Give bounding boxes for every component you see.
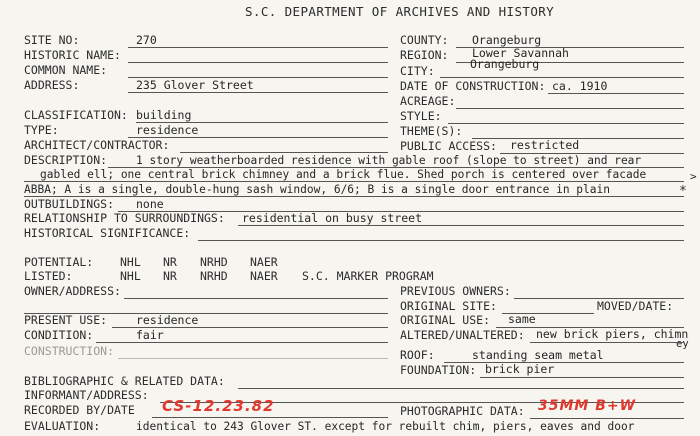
classification-value: building <box>136 108 192 122</box>
previous-owners-label: PREVIOUS OWNERS: <box>400 284 511 298</box>
recorded-by-line <box>152 417 388 418</box>
listed-label: LISTED: <box>24 269 73 283</box>
outbuildings-label: OUTBUILDINGS: <box>24 197 115 211</box>
informant-label: INFORMANT/ADDRESS: <box>24 388 149 402</box>
address-label: ADDRESS: <box>24 78 80 92</box>
potential-label: POTENTIAL: <box>24 255 94 269</box>
relationship-line <box>238 225 684 226</box>
altered-value: new brick piers, chimn <box>536 327 689 341</box>
date-of-construction-line <box>548 93 684 94</box>
photographic-data-label: PHOTOGRAPHIC DATA: <box>400 404 525 418</box>
original-use-label: ORIGINAL USE: <box>400 313 491 327</box>
county-label: COUNTY: <box>400 33 449 47</box>
site-no-value: 270 <box>136 33 157 47</box>
description-line-3: ABBA; A is a single, double-hung sash window, 6/6; B is a single door entrance in plain <box>24 183 610 196</box>
address-line <box>128 92 388 93</box>
altered-label: ALTERED/UNALTERED: <box>400 328 525 342</box>
city-line <box>440 77 684 78</box>
condition-label: CONDITION: <box>24 328 94 342</box>
condition-line <box>96 342 388 343</box>
construction-line <box>118 358 388 359</box>
city-value: Orangeburg <box>470 57 540 71</box>
sc-marker-program: S.C. MARKER PROGRAM <box>302 269 434 283</box>
historic-name-line <box>128 62 388 63</box>
evaluation-label: EVALUATION: <box>24 419 101 433</box>
roof-line <box>444 362 684 363</box>
description-line-2: gabled ell; one central brick chimney and a brick flue. Shed porch is centered over facade <box>40 168 647 181</box>
recorded-by-handwritten: CS-12.23.82 <box>162 397 275 415</box>
description-line-1: 1 story weatherboarded residence with gable roof (slope to street) and rear <box>136 154 642 167</box>
bibliographic-label: BIBLIOGRAPHIC & RELATED DATA: <box>24 374 225 388</box>
description-rule-3 <box>24 196 684 197</box>
type-label: TYPE: <box>24 123 59 137</box>
architect-label: ARCHITECT/CONTRACTOR: <box>24 138 170 152</box>
site-no-line <box>128 47 388 48</box>
relationship-label: RELATIONSHIP TO SURROUNDINGS: <box>24 211 225 225</box>
acreage-line <box>456 108 684 109</box>
type-value: residence <box>136 123 199 137</box>
foundation-value: brick pier <box>485 362 555 376</box>
city-label: CITY: <box>400 64 435 78</box>
potential-nrhd: NRHD <box>200 255 228 269</box>
bibliographic-line <box>238 388 684 389</box>
style-line <box>448 123 684 124</box>
description-rule-2 <box>24 181 684 182</box>
continuation-arrow: > <box>690 170 697 183</box>
evaluation-value: identical to 243 Glover ST. except for rebuilt chim, piers, eaves and door <box>136 420 635 433</box>
construction-label: CONSTRUCTION: <box>24 344 115 358</box>
historic-name-label: HISTORIC NAME: <box>24 48 121 62</box>
region-value: Lower Savannah <box>472 46 569 60</box>
present-use-value: residence <box>136 313 199 327</box>
altered-line <box>530 342 684 343</box>
description-label: DESCRIPTION: <box>24 153 108 167</box>
date-of-construction-label: DATE OF CONSTRUCTION: <box>400 79 546 93</box>
foundation-line <box>480 377 684 378</box>
public-access-value: restricted <box>510 138 580 152</box>
foundation-label: FOUNDATION: <box>400 363 477 377</box>
historical-significance-line <box>198 240 684 241</box>
relationship-value: residential on busy street <box>242 211 423 225</box>
common-name-label: COMMON NAME: <box>24 63 108 77</box>
present-use-label: PRESENT USE: <box>24 313 108 327</box>
style-label: STYLE: <box>400 109 442 123</box>
region-label: REGION: <box>400 48 449 62</box>
potential-nr: NR <box>163 255 177 269</box>
county-value: Orangeburg <box>472 33 542 47</box>
owner-address-label: OWNER/ADDRESS: <box>24 284 121 298</box>
owner-address-line <box>124 298 388 299</box>
potential-nhl: NHL <box>120 255 141 269</box>
photographic-data-line <box>530 418 684 419</box>
condition-value: fair <box>136 328 164 342</box>
continuation-asterisk: * <box>679 184 687 199</box>
roof-value: standing seam metal <box>472 348 604 362</box>
address-value: 235 Glover Street <box>136 78 254 92</box>
historical-significance-label: HISTORICAL SIGNIFICANCE: <box>24 226 191 240</box>
acreage-label: ACREAGE: <box>400 94 456 108</box>
original-site-label: ORIGINAL SITE: <box>400 299 497 313</box>
potential-naer: NAER <box>250 255 278 269</box>
photographic-data-handwritten: 35MM B+W <box>538 398 637 414</box>
architect-line <box>180 152 388 153</box>
roof-label: ROOF: <box>400 348 435 362</box>
moved-date-label: MOVED/DATE: <box>597 299 674 313</box>
listed-naer: NAER <box>250 269 278 283</box>
form-header: S.C. DEPARTMENT OF ARCHIVES AND HISTORY <box>245 4 555 19</box>
classification-label: CLASSIFICATION: <box>24 108 128 122</box>
public-access-label: PUBLIC ACCESS: <box>400 139 497 153</box>
listed-nhl: NHL <box>120 269 141 283</box>
recorded-by-label: RECORDED BY/DATE <box>24 403 135 417</box>
original-use-value: same <box>508 312 536 326</box>
listed-nr: NR <box>163 269 177 283</box>
date-of-construction-value: ca. 1910 <box>552 79 608 93</box>
listed-nrhd: NRHD <box>200 269 228 283</box>
themes-label: THEME(S): <box>400 124 463 138</box>
outbuildings-value: none <box>136 197 164 211</box>
altered-value-cont: ey <box>676 338 689 350</box>
site-no-label: SITE NO: <box>24 33 80 47</box>
